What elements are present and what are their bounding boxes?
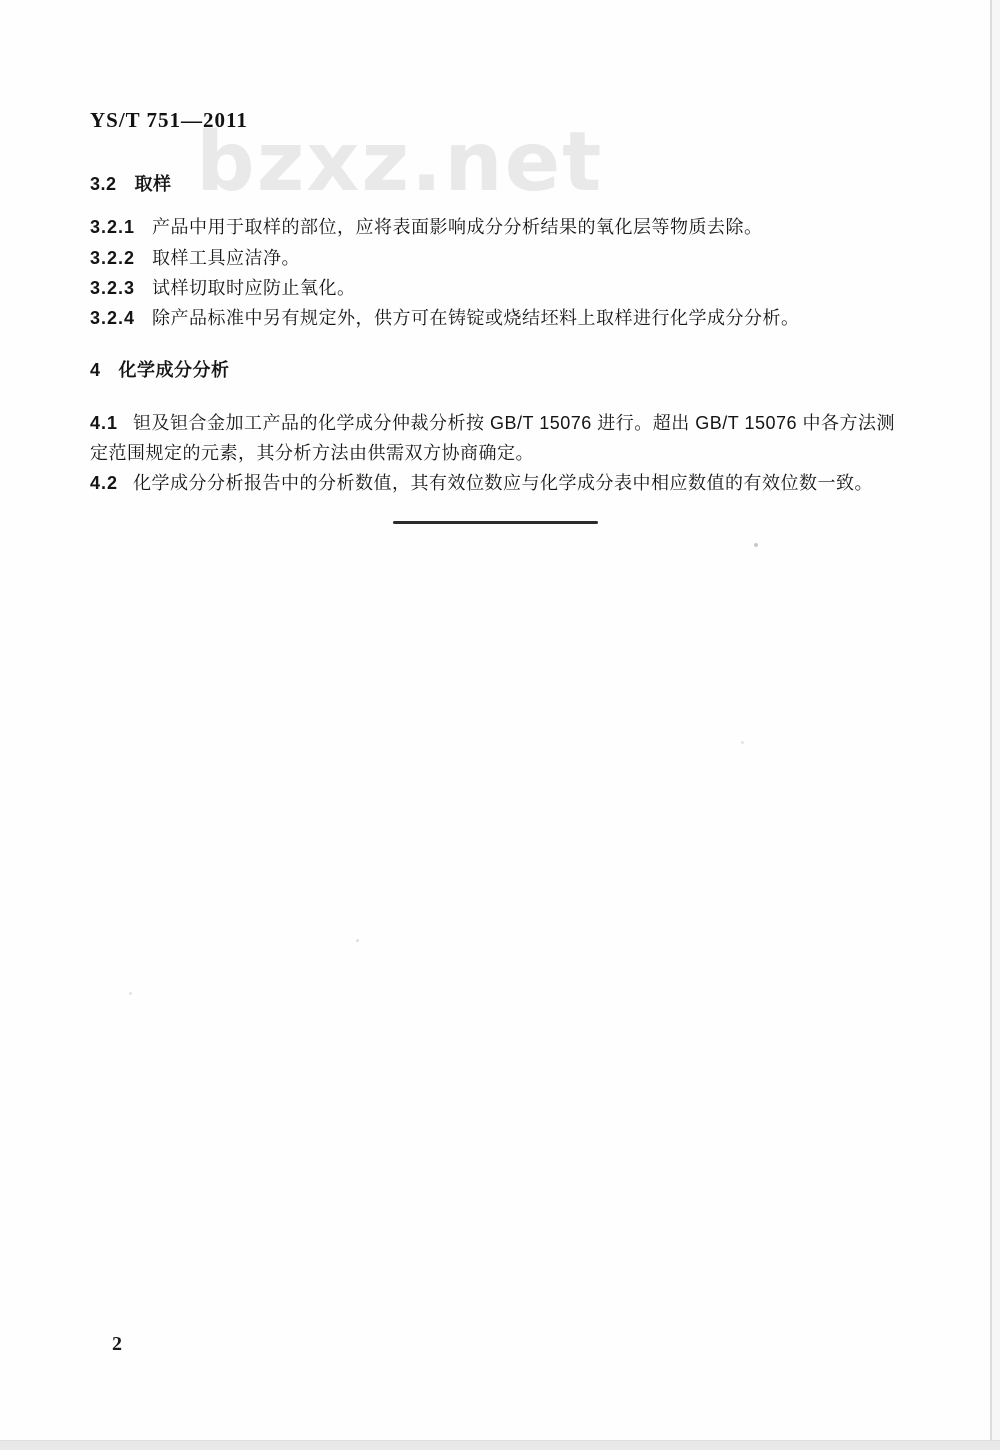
standard-number-header: YS/T 751—2011: [90, 108, 248, 132]
section-heading-4: [90, 356, 230, 382]
clause-text: 化学成分分析报告中的分析数值，其有效位数应与化学成分表中相应数值的有效位数一致。: [133, 473, 874, 493]
clause-number: 3.2.3: [90, 278, 136, 298]
scan-page-edge-bottom: [0, 1440, 1000, 1450]
section-number: 4: [90, 360, 101, 380]
scan-speck: [754, 543, 758, 547]
section-number: 3.2: [90, 174, 117, 194]
clause-4-2: [90, 469, 873, 495]
watermark-text: bzxz.net: [196, 115, 604, 210]
clause-number: 4.1: [90, 413, 119, 433]
clause-3-2-1: [90, 213, 763, 239]
clause-3-2-3: [90, 274, 356, 300]
scan-speck: [356, 939, 359, 942]
clause-text: 取样工具应洁净。: [152, 248, 300, 268]
scan-speck: [129, 992, 132, 995]
section-heading-3-2: [90, 170, 172, 196]
clause-text: 产品中用于取样的部位，应将表面影响成分分析结果的氧化层等物质去除。: [152, 217, 763, 237]
clause-text: 试样切取时应防止氧化。: [152, 278, 356, 298]
clause-4-1: [90, 409, 895, 435]
clause-3-2-2: [90, 244, 300, 270]
section-title: 化学成分分析: [118, 360, 230, 380]
clause-number: 3.2.4: [90, 308, 136, 328]
clause-3-2-4: [90, 304, 800, 330]
page-number: 2: [112, 1333, 122, 1355]
clause-text: 除产品标准中另有规定外，供方可在铸锭或烧结坯料上取样进行化学成分分析。: [152, 308, 800, 328]
scan-speck: [741, 741, 744, 744]
end-of-text-rule: [393, 521, 598, 524]
section-title: 取样: [134, 174, 172, 194]
clause-number: 3.2.2: [90, 248, 136, 268]
clause-4-1-continuation: 定范围规定的元素，其分析方法由供需双方协商确定。: [90, 443, 534, 463]
clause-number: 3.2.1: [90, 217, 136, 237]
clause-number: 4.2: [90, 473, 119, 493]
scan-page-edge-right: [990, 0, 1000, 1450]
clause-text-line1: 钽及钽合金加工产品的化学成分仲裁分析按 GB/T 15076 进行。超出 GB/T 15076 中各方法测: [133, 413, 895, 433]
